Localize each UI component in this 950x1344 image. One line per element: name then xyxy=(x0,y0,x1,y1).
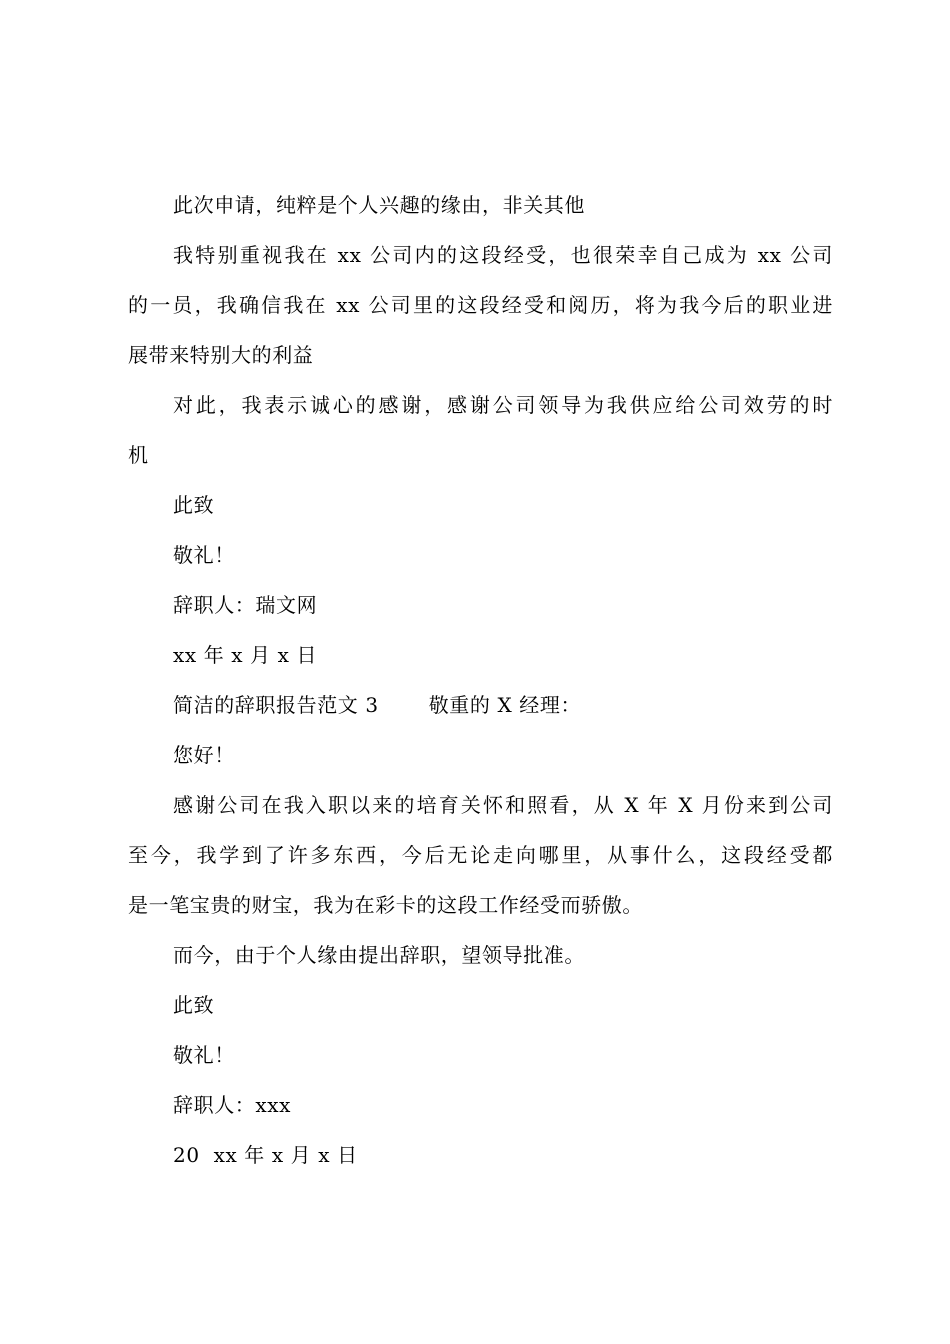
paragraph-appreciation-line-3: 展带来特别大的利益 xyxy=(128,343,314,367)
date-2: 20 xx 年 x 月 x 日 xyxy=(173,1143,358,1167)
paragraph-thanks-line-1: 对此，我表示诚心的感谢，感谢公司领导为我供应给公司效劳的时 xyxy=(173,393,833,417)
salutation-2: 敬礼！ xyxy=(173,1043,235,1067)
paragraph-resignation: 而今，由于个人缘由提出辞职，望领导批准。 xyxy=(173,943,585,967)
paragraph-gratitude-line-1: 感谢公司在我入职以来的培育关怀和照看，从 X 年 X 月份来到公司 xyxy=(173,793,833,817)
closing-1: 此致 xyxy=(173,493,215,517)
greeting-hello: 您好！ xyxy=(173,743,235,767)
paragraph-appreciation-line-1: 我特别重视我在 xx 公司内的这段经受，也很荣幸自己成为 xx 公司 xyxy=(173,243,833,267)
signer-1: 辞职人：瑞文网 xyxy=(173,593,318,617)
paragraph-appreciation-line-2: 的一员，我确信我在 xx 公司里的这段经受和阅历，将为我今后的职业进 xyxy=(128,293,833,317)
paragraph-gratitude-line-3: 是一笔宝贵的财宝，我为在彩卡的这段工作经受而骄傲。 xyxy=(128,893,643,917)
section-heading-row xyxy=(173,690,833,720)
paragraph-thanks-line-2: 机 xyxy=(128,443,149,467)
signer-2: 辞职人：xxx xyxy=(173,1093,292,1117)
salutation-1: 敬礼！ xyxy=(173,543,235,567)
section-title: 简洁的辞职报告范文 3 xyxy=(173,693,379,717)
closing-2: 此致 xyxy=(173,993,215,1017)
greeting-name: 敬重的 X 经理： xyxy=(428,693,582,717)
date-1: xx 年 x 月 x 日 xyxy=(173,643,318,667)
paragraph-reason: 此次申请，纯粹是个人兴趣的缘由，非关其他 xyxy=(173,193,585,217)
paragraph-gratitude-line-2: 至今，我学到了许多东西，今后无论走向哪里，从事什么，这段经受都 xyxy=(128,843,833,867)
